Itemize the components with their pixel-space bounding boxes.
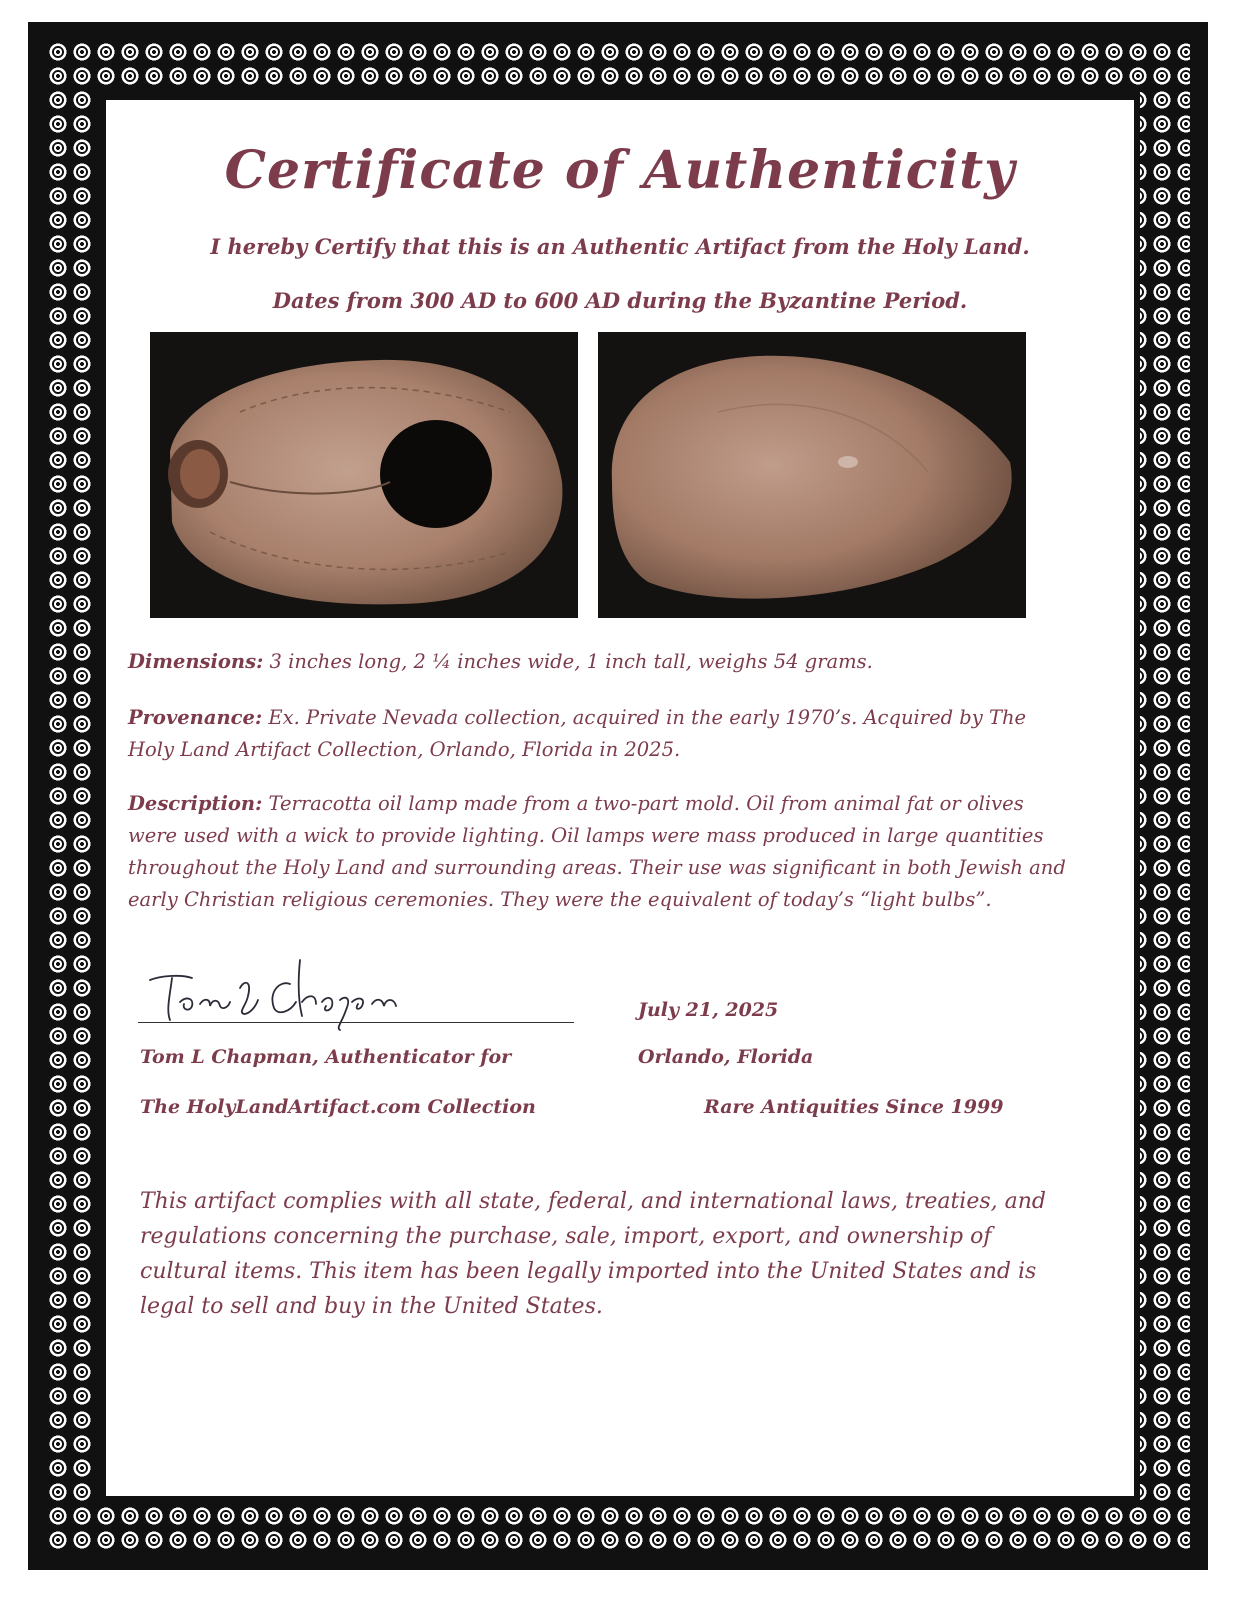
signature-line xyxy=(138,1022,574,1023)
provenance-text: Ex. Private Nevada collection, acquired in the early 1970’s. Acquired by The Holy Land Artifact Collection, Orlando, Florida in 2025. xyxy=(128,706,1027,761)
collection-name: The HolyLandArtifact.com Collection xyxy=(140,1096,536,1118)
certificate-location: Orlando, Florida xyxy=(638,1046,814,1068)
description-label: Description: xyxy=(128,792,263,815)
artifact-photo-top-view xyxy=(150,332,578,618)
legal-compliance-statement: This artifact complies with all state, federal, and international laws, treaties, and regulations concerning the purchase, sale, import, export, and ownership of cultural items. This item has been legally imported into the United States and is legal to sell and buy in the United States. xyxy=(140,1189,1046,1319)
provenance-paragraph xyxy=(128,702,1072,766)
description-text: Terracotta oil lamp made from a two-part mold. Oil from animal fat or olives were used with a wick to provide lighting. Oil lamps were mass produced in large quantities throughout the Holy Land and surrounding areas. Their use was significant in both Jewish and early Christian religious ceremonies. They were the equivalent of today’s “light bulbs”. xyxy=(128,792,1066,911)
dimensions-paragraph xyxy=(128,646,1072,678)
provenance-label: Provenance: xyxy=(128,706,263,729)
dimensions-label: Dimensions: xyxy=(128,650,264,673)
dating-statement: Dates from 300 AD to 600 AD during the Byzantine Period. xyxy=(272,288,968,313)
artifact-photo-bottom-view xyxy=(598,332,1026,618)
description-paragraph xyxy=(128,788,1072,916)
certificate-date: July 21, 2025 xyxy=(638,999,779,1021)
authenticator-name: Tom L Chapman, Authenticator for xyxy=(140,1046,512,1068)
company-tagline: Rare Antiquities Since 1999 xyxy=(704,1096,1004,1118)
dimensions-text: 3 inches long, 2 ¼ inches wide, 1 inch tall, weighs 54 grams. xyxy=(269,650,873,673)
handwritten-signature xyxy=(140,940,410,1032)
certification-statement: I hereby Certify that this is an Authentic Artifact from the Holy Land. xyxy=(210,234,1030,259)
certificate-paper xyxy=(106,100,1134,1496)
certificate-title: Certificate of Authenticity xyxy=(224,140,1016,201)
